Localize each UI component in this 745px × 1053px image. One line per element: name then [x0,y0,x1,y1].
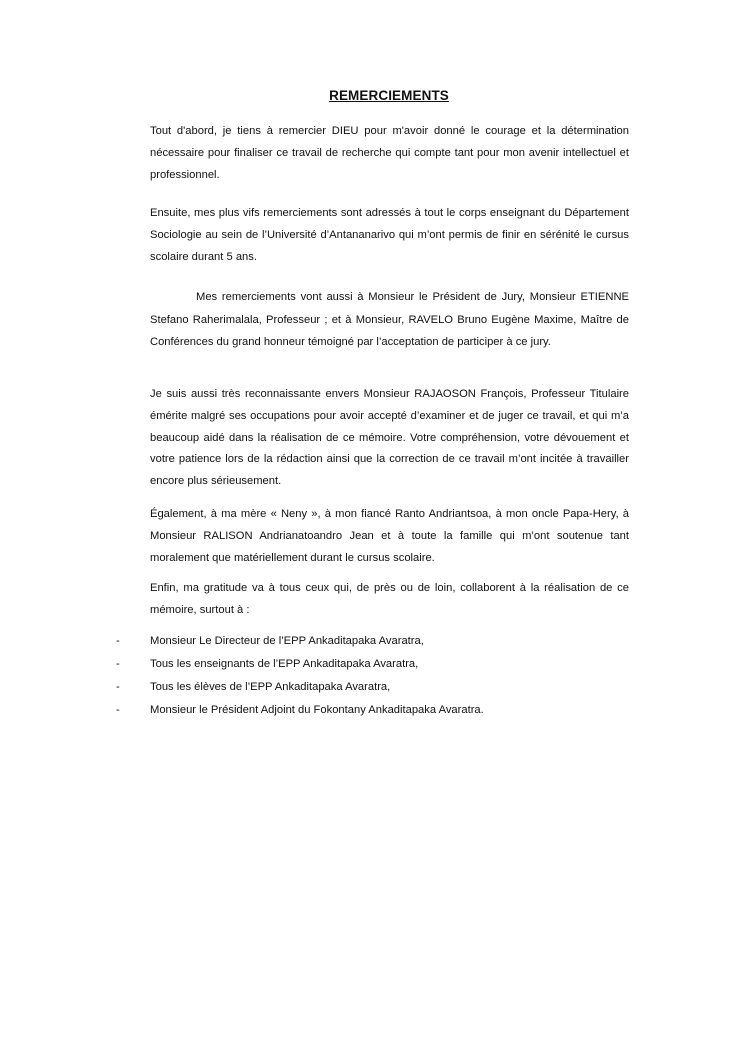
list-item [0,630,745,653]
paragraph-teachers: Ensuite, mes plus vifs remerciements sont adressés à tout le corps enseignant du Département Sociologie au sein de l’Université d’Antananarivo qui m’ont permis de finir en sérénité le cursus scolaire durant 5 ans. [150,207,629,263]
paragraph-jury [150,286,629,354]
list-bullet: - [116,681,120,693]
list-item [0,699,745,722]
acknowledgement-list [0,630,745,722]
list-item [0,653,745,676]
list-item-text: Tous les enseignants de l’EPP Ankaditapaka Avaratra, [150,658,419,670]
list-bullet: - [116,704,120,716]
paragraph-family: Également, à ma mère « Neny », à mon fiancé Ranto Andriantsoa, à mon oncle Papa-Hery, à Monsieur RALISON Andrianatoandro Jean et à toute la famille qui m’ont soutenue tant moralement que matériellement durant le cursus scolaire. [150,508,629,564]
paragraph-jury-text: Mes remerciements vont aussi à Monsieur le Président de Jury, Monsieur ETIENNE Stefano Raherimalala, Professeur ; et à Monsieur, RAVELO Bruno Eugène Maxime, Maître de Conférences du grand honneur témoigné par l’acceptation de participer à ce jury. [150,291,629,349]
list-bullet: - [116,635,120,647]
list-item-text: Monsieur le Président Adjoint du Fokontany Ankaditapaka Avaratra. [150,704,484,716]
list-bullet: - [116,658,120,670]
list-item [0,676,745,699]
paragraph-supervisor: Je suis aussi très reconnaissante envers Monsieur RAJAOSON François, Professeur Titulaire émérite malgré ses occupations pour avoir accepté d’examiner et de juger ce travail, et qui m’a beaucoup aidé dans la réalisation de ce mémoire. Votre compréhension, votre dévouement et votre patience lors de la rédaction ainsi que la correction de ce travail m’ont incitée à travailler encore plus sérieusement. [150,388,629,488]
list-item-text: Monsieur Le Directeur de l’EPP Ankaditapaka Avaratra, [150,635,424,647]
list-item-text: Tous les élèves de l’EPP Ankaditapaka Avaratra, [150,681,391,693]
paragraph-god: Tout d'abord, je tiens à remercier DIEU pour m'avoir donné le courage et la détermination nécessaire pour finaliser ce travail de recherche qui compte tant pour mon avenir intellectuel et professionnel. [150,125,629,181]
paragraph-gratitude: Enfin, ma gratitude va à tous ceux qui, de près ou de loin, collaborent à la réalisation de ce mémoire, surtout à : [150,582,629,616]
page-title: REMERCIEMENTS [329,88,449,103]
